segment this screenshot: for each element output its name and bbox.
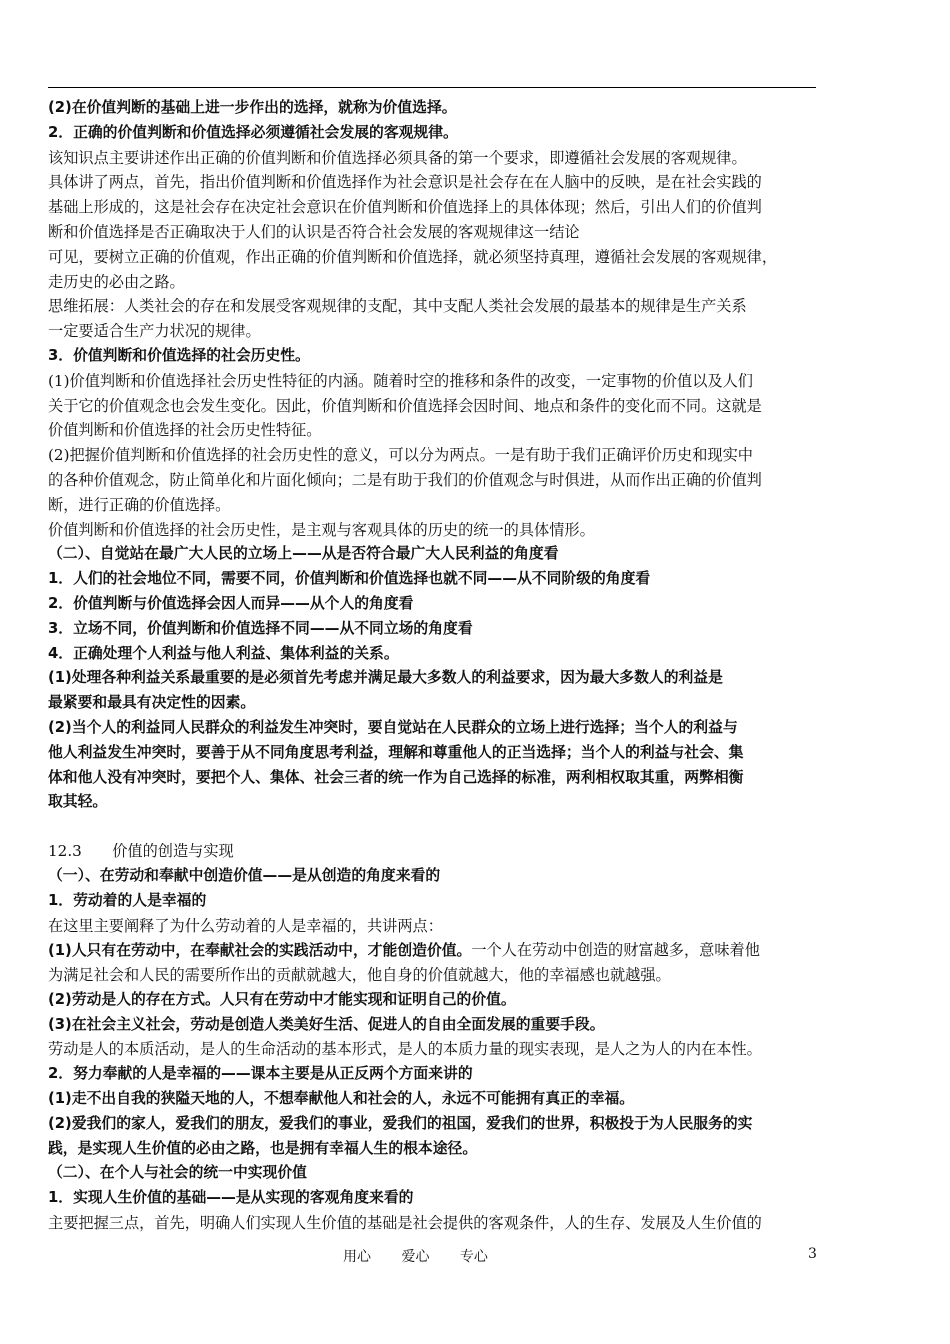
normal-text: 一个人在劳动中创造的财富越多，意味着他 — [471, 941, 760, 960]
bold-text-line: 2．正确的价值判断和价值选择必须遵循社会发展的客观规律。 — [48, 123, 458, 141]
text-line: 思维拓展：人类社会的存在和发展受客观规律的支配，其中支配人类社会发展的最基本的规律是生产关系 — [48, 297, 747, 316]
bold-text-line: (1)处理各种利益关系最重要的是必须首先考虑并满足最大多数人的利益要求，因为最大多数人的利益是 — [48, 669, 723, 687]
footer-motto-3: 专心 — [459, 1249, 488, 1265]
page-number: 3 — [808, 1246, 817, 1262]
bold-text-line: 2．努力奉献的人是幸福的——课本主要是从正反两个方面来讲的 — [48, 1065, 473, 1083]
text-line: 关于它的价值观念也会发生变化。因此，价值判断和价值选择会因时间、地点和条件的变化而不同。这就是 — [48, 396, 762, 415]
footer-motto-1: 用心 — [343, 1249, 371, 1265]
bold-text-line: 3．价值判断和价值选择的社会历史性。 — [48, 346, 310, 364]
text-line: 价值判断和价值选择的社会历史性特征。 — [48, 421, 322, 440]
bold-text-line: 4．正确处理个人利益与他人利益、集体利益的关系。 — [48, 644, 399, 662]
text-line: 价值判断和价值选择的社会历史性，是主观与客观具体的历史的统一的具体情形。 — [48, 520, 595, 539]
bold-text-line: （二）、自觉站在最广大人民的立场上——从是否符合最广大人民利益的角度看 — [48, 545, 559, 563]
page-footer — [0, 1246, 950, 1268]
text-line: 可见，要树立正确的价值观，作出正确的价值判断和价值选择，就必须坚持真理，遵循社会发展的客观规律， — [48, 247, 777, 266]
bold-text-line: 1．劳动着的人是幸福的 — [48, 891, 207, 909]
text-line: (1)价值判断和价值选择社会历史性特征的内涵。随着时空的推移和条件的改变，一定事物的价值以及人们 — [48, 371, 753, 390]
text-line: 为满足社会和人民的需要所作出的贡献就越大，他自身的价值就越大，他的幸福感也就越强。 — [48, 966, 671, 985]
text-line: 在这里主要阐释了为什么劳动着的人是幸福的，共讲两点： — [48, 916, 443, 935]
bold-text-line: 体和他人没有冲突时，要把个人、集体、社会三者的统一作为自己选择的标准，两利相权取其重，两弊相衡 — [48, 768, 744, 786]
bold-text-line: （二）、在个人与社会的统一中实现价值 — [48, 1164, 307, 1182]
bold-text-line: (2)劳动是人的存在方式。人只有在劳动中才能实现和证明自己的价值。 — [48, 990, 516, 1008]
blank-line — [48, 815, 828, 839]
text-line: 走历史的必由之路。 — [48, 272, 185, 291]
text-line: 具体讲了两点，首先，指出价值判断和价值选择作为社会意识是社会存在在人脑中的反映，是在社会实践的 — [48, 173, 762, 192]
bold-text-line: (3)在社会主义社会，劳动是创造人类美好生活、促进人的自由全面发展的重要手段。 — [48, 1015, 605, 1033]
text-line: 基础上形成的，这是社会存在决定社会意识在价值判断和价值选择上的具体体现；然后，引出人们的价值判 — [48, 198, 762, 217]
text-line: 断，进行正确的价值选择。 — [48, 495, 231, 514]
text-line: (2)把握价值判断和价值选择的社会历史性的意义，可以分为两点。一是有助于我们正确评价历史和现实中 — [48, 446, 753, 465]
bold-text-line: (2)爱我们的家人，爱我们的朋友，爱我们的事业，爱我们的祖国，爱我们的世界，积极投于为人民服务的实 — [48, 1114, 753, 1132]
bold-text-line: 他人利益发生冲突时，要善于从不同角度思考利益，理解和尊重他人的正当选择；当个人的利益与社会、集 — [48, 743, 744, 761]
text-line: 12.3 价值的创造与实现 — [48, 842, 234, 861]
bold-text-line: （一）、在劳动和奉献中创造价值——是从创造的角度来看的 — [48, 866, 441, 884]
text-line: 该知识点主要讲述作出正确的价值判断和价值选择必须具备的第一个要求，即遵循社会发展的客观规律。 — [48, 148, 747, 167]
text-line: 主要把握三点，首先，明确人们实现人生价值的基础是社会提供的客观条件，人的生存、发展及人生价值的 — [48, 1214, 762, 1233]
bold-text-line: 1．人们的社会地位不同，需要不同，价值判断和价值选择也就不同——从不同阶级的角度看 — [48, 570, 651, 588]
bold-text-line: 取其轻。 — [48, 793, 108, 811]
bold-text-line: (1)走不出自我的狭隘天地的人，不想奉献他人和社会的人，永远不可能拥有真正的幸福。 — [48, 1090, 635, 1108]
bold-text-line: 2．价值判断与价值选择会因人而异——从个人的角度看 — [48, 594, 414, 612]
text-line — [48, 938, 828, 963]
footer-motto — [343, 1246, 514, 1266]
bold-text-line: 3．立场不同，价值判断和价值选择不同——从不同立场的角度看 — [48, 619, 473, 637]
bold-text: (1)人只有在劳动中，在奉献社会的实践活动中，才能创造价值。 — [48, 942, 472, 960]
text-line: 断和价值选择是否正确取决于人们的认识是否符合社会发展的客观规律这一结论 — [48, 222, 580, 241]
bold-text-line: 践，是实现人生价值的必由之路，也是拥有幸福人生的根本途径。 — [48, 1139, 478, 1157]
bold-text-line: 最紧要和最具有决定性的因素。 — [48, 694, 256, 712]
text-line: 的各种价值观念，防止简单化和片面化倾向；二是有助于我们的价值观念与时俱进，从而作出正确的价值判 — [48, 470, 762, 489]
text-line: 劳动是人的本质活动，是人的生命活动的基本形式，是人的本质力量的现实表现，是人之为人的内在本性。 — [48, 1040, 762, 1059]
bold-text-line: 1．实现人生价值的基础——是从实现的客观角度来看的 — [48, 1189, 414, 1207]
footer-motto-2: 爱心 — [401, 1249, 430, 1265]
text-line: 一定要适合生产力状况的规律。 — [48, 322, 261, 341]
bold-text-line: (2)在价值判断的基础上进一步作出的选择，就称为价值选择。 — [48, 99, 457, 116]
document-body — [48, 96, 828, 1236]
header-rule — [48, 87, 816, 88]
bold-text-line: (2)当个人的利益同人民群众的利益发生冲突时，要自觉站在人民群众的立场上进行选择；当个人的利益与 — [48, 718, 738, 736]
